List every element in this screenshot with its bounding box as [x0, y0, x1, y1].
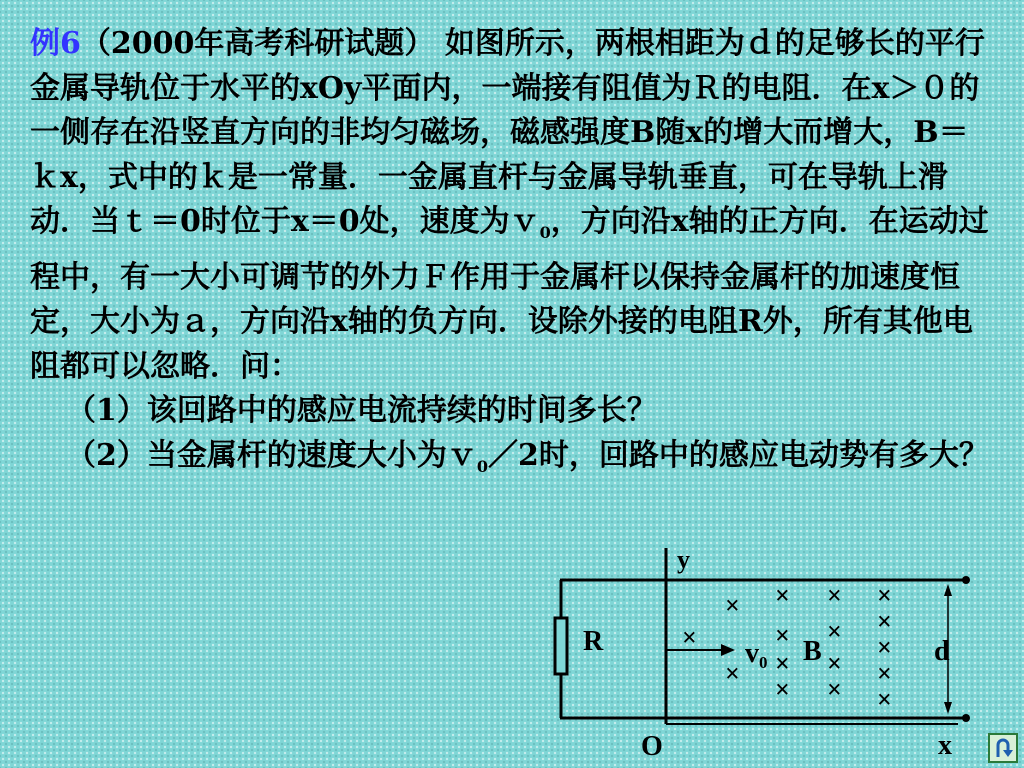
field-marker: × [775, 621, 790, 650]
question-1: （1）该回路中的感应电流持续的时间多长？ [66, 393, 657, 428]
field-marker: × [877, 633, 892, 662]
velocity-label-main: v [745, 638, 759, 669]
origin-label: O [641, 731, 663, 762]
u-turn-icon [990, 735, 1016, 761]
field-marker: × [877, 659, 892, 688]
field-marker: × [775, 675, 790, 704]
field-marker: × [827, 675, 842, 704]
field-marker: × [877, 607, 892, 636]
resistor-label: R [583, 626, 604, 657]
field-marker: × [827, 649, 842, 678]
field-marker: × [725, 591, 740, 620]
v0-subscript: 0 [539, 223, 551, 242]
rail-end-dot-top [962, 576, 970, 584]
question-2-post: ／2时，回路中的感应电动势有多大？ [488, 437, 989, 473]
example-label: 例6 [30, 26, 81, 61]
field-marker: × [827, 617, 842, 646]
problem-body: 如图所示，两根相距为ｄ的足够长的平行金属导轨位于水平的xOy平面内，一端接有阻值为Ｒ的电阻．在x＞０的一侧存在沿竖直方向的非均匀磁场，磁感强度B随x的增大而增大，B＝ｋx，式中的ｋ是一常量．一金属直杆与金属导轨垂直，可在导轨上滑动．当ｔ＝0时位于x＝0处，速度为ｖ [30, 26, 985, 239]
velocity-label-sub: 0 [759, 653, 768, 672]
field-marker: × [775, 581, 790, 610]
d-arrow-top [944, 584, 952, 596]
d-arrow-bottom [944, 702, 952, 714]
velocity-arrowhead [721, 644, 735, 656]
resistor [555, 618, 567, 674]
x-axis-label: x [938, 730, 952, 761]
field-marker: × [877, 581, 892, 610]
field-label: B [803, 636, 822, 667]
problem-source: （2000年高考科研试题） [80, 26, 435, 61]
field-marker: × [725, 659, 740, 688]
question-2-pre: （2）当金属杆的速度大小为ｖ [66, 437, 477, 473]
field-marker: × [827, 581, 842, 610]
y-axis-label: y [677, 545, 690, 574]
width-label: d [934, 636, 950, 667]
u-turn-button[interactable] [988, 733, 1018, 763]
field-marker: × [877, 685, 892, 714]
field-marker: × [682, 623, 697, 652]
field-marker: × [775, 649, 790, 678]
rail-end-dot-bottom [962, 714, 970, 722]
velocity-label [745, 638, 768, 672]
q2-subscript: 0 [476, 456, 489, 476]
problem-body-cont: ，方向沿x轴的正方向．在运动过程中，有一大小可调节的外力Ｆ作用于金属杆以保持金属杆的加速度恒定，大小为ａ，方向沿x轴的负方向．设除外接的电阻R外，所有其他电阻都可以忽略．问： [30, 204, 989, 384]
